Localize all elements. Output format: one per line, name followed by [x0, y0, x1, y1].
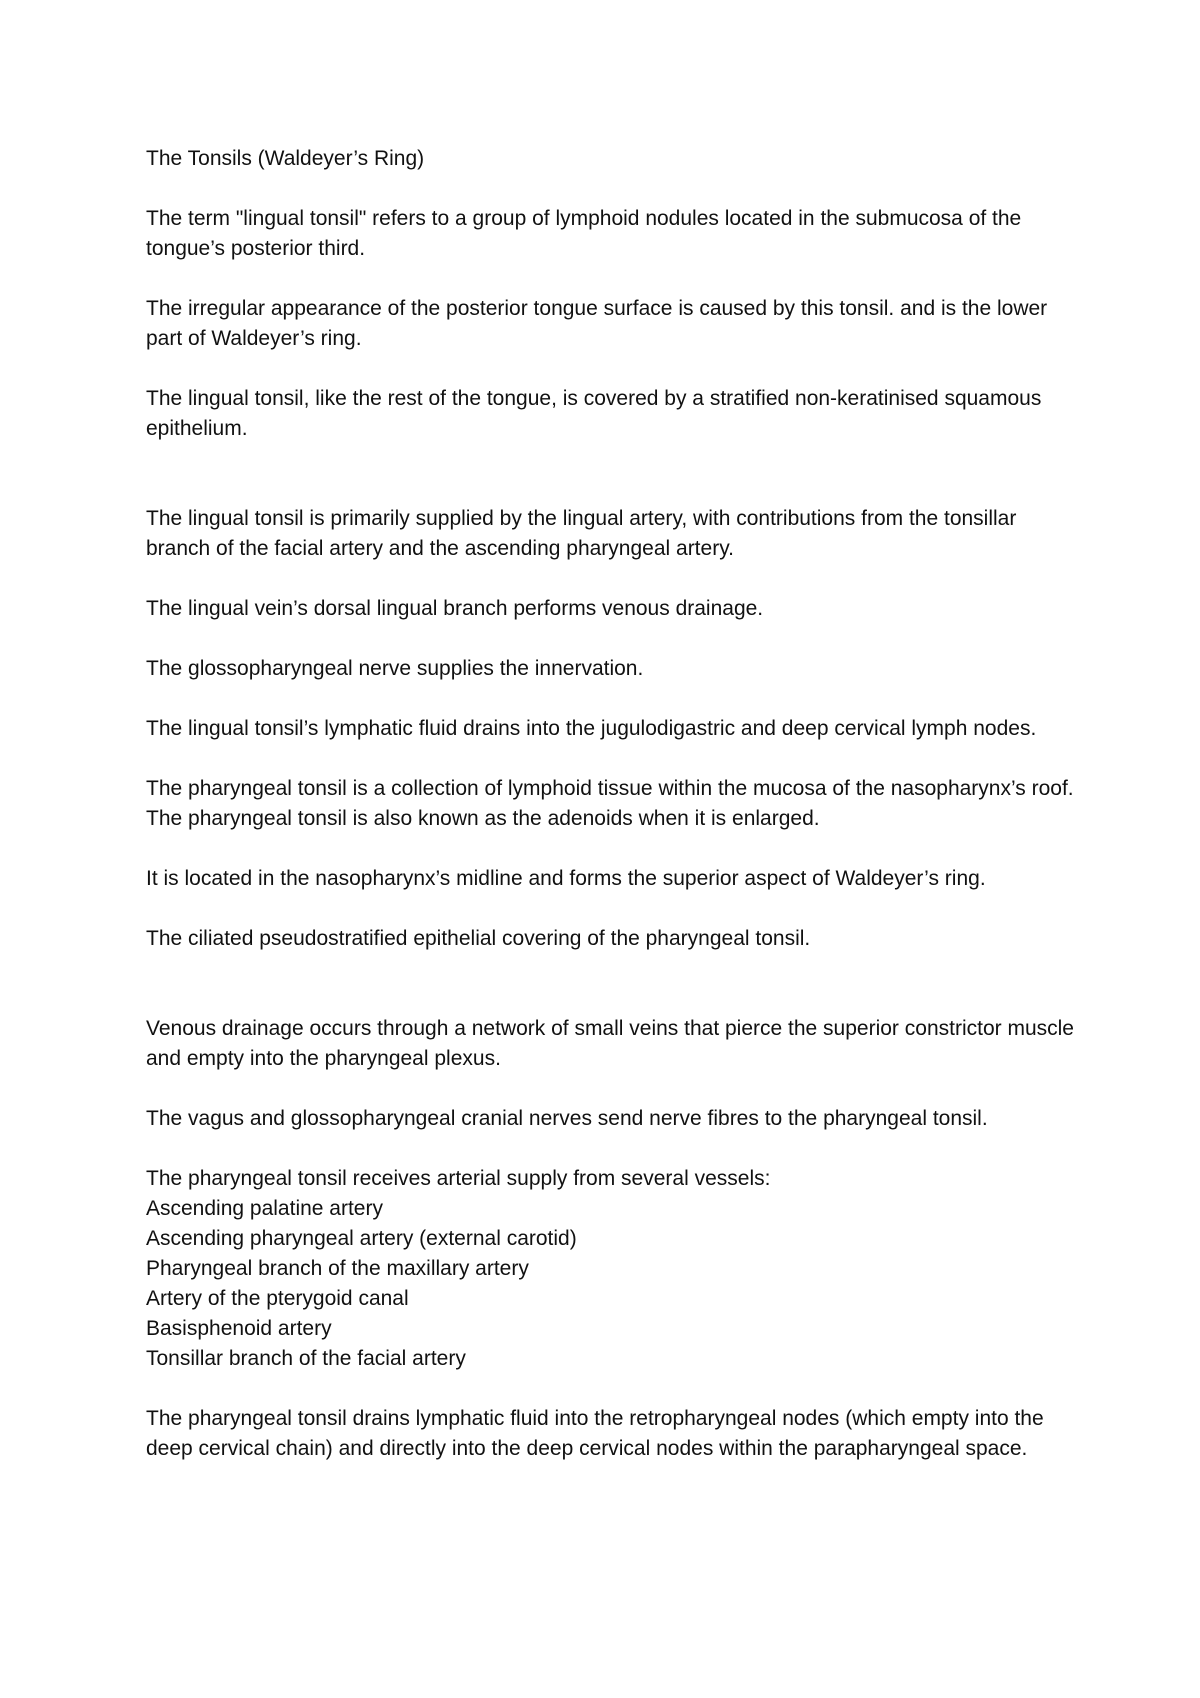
- document-body: [146, 144, 1086, 1494]
- arterial-supply-list: [146, 1164, 1086, 1374]
- paragraph-pharyngeal-lymphatic-drainage: The pharyngeal tonsil drains lymphatic fluid into the retropharyngeal nodes (which empty into the deep cervical chain) and directly into the deep cervical nodes within the parapharyngeal space.: [146, 1407, 1044, 1460]
- arterial-list-intro: The pharyngeal tonsil receives arterial supply from several vessels:: [146, 1167, 771, 1190]
- paragraph-nerve-supply: The vagus and glossopharyngeal cranial nerves send nerve fibres to the pharyngeal tonsil.: [146, 1107, 988, 1130]
- list-item: Pharyngeal branch of the maxillary artery: [146, 1257, 529, 1280]
- list-item: Ascending palatine artery: [146, 1197, 383, 1220]
- paragraph-pharyngeal-tonsil-definition: The pharyngeal tonsil is a collection of lymphoid tissue within the mucosa of the nasopharynx’s roof. The pharyngeal tonsil is also known as the adenoids when it is enlarged.: [146, 777, 1074, 830]
- list-item: Artery of the pterygoid canal: [146, 1287, 409, 1310]
- paragraph-location: It is located in the nasopharynx’s midline and forms the superior aspect of Waldeyer’s ring.: [146, 867, 986, 890]
- list-item: Tonsillar branch of the facial artery: [146, 1347, 466, 1370]
- paragraph-pharyngeal-venous-drainage: Venous drainage occurs through a network of small veins that pierce the superior constrictor muscle and empty into the pharyngeal plexus.: [146, 1017, 1074, 1070]
- document-title: The Tonsils (Waldeyer’s Ring): [146, 147, 425, 170]
- paragraph-lingual-tonsil-definition: The term "lingual tonsil" refers to a group of lymphoid nodules located in the submucosa of the tongue’s posterior third.: [146, 207, 1022, 260]
- paragraph-arterial-supply: The lingual tonsil is primarily supplied by the lingual artery, with contributions from the tonsillar branch of the facial artery and the ascending pharyngeal artery.: [146, 507, 1017, 560]
- paragraph-venous-drainage: The lingual vein’s dorsal lingual branch performs venous drainage.: [146, 597, 764, 620]
- paragraph-irregular-appearance: The irregular appearance of the posterior tongue surface is caused by this tonsil. and is the lower part of Waldeyer’s ring.: [146, 297, 1048, 350]
- list-item: Ascending pharyngeal artery (external carotid): [146, 1227, 577, 1250]
- list-item: Basisphenoid artery: [146, 1317, 332, 1340]
- paragraph-ciliated-covering: The ciliated pseudostratified epithelial covering of the pharyngeal tonsil.: [146, 927, 811, 950]
- paragraph-lymphatic-drainage: The lingual tonsil’s lymphatic fluid drains into the jugulodigastric and deep cervical lymph nodes.: [146, 717, 1037, 740]
- paragraph-epithelium: The lingual tonsil, like the rest of the tongue, is covered by a stratified non-keratinised squamous epithelium.: [146, 387, 1042, 440]
- paragraph-innervation: The glossopharyngeal nerve supplies the innervation.: [146, 657, 644, 680]
